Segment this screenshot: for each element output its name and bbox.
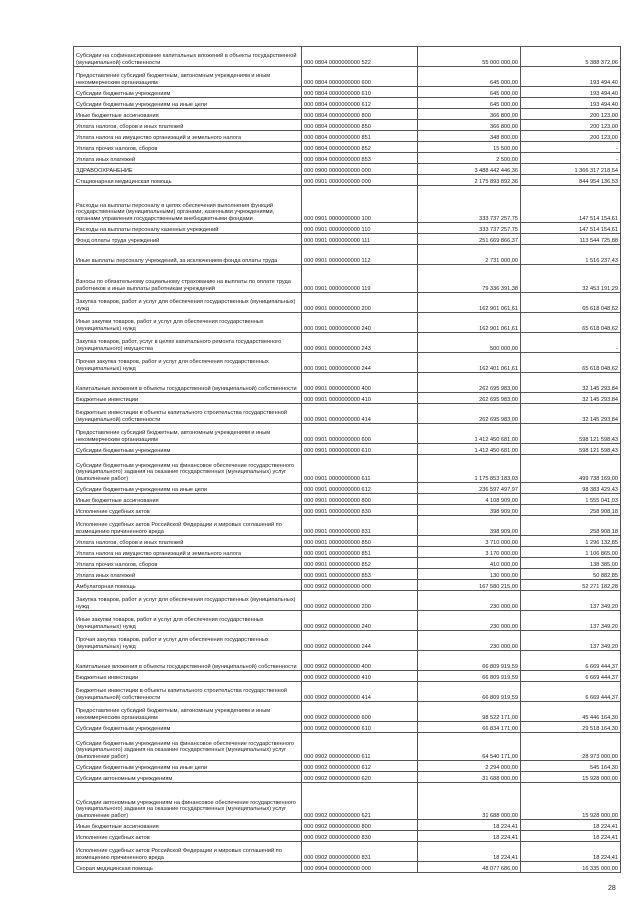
table-row — [74, 651, 621, 671]
row-name-cell: Уплата прочих налогов, сборов — [74, 142, 302, 153]
row-executed-amount-cell: 137 349,20 — [521, 591, 621, 611]
row-approved-amount-cell: 1 175 853 183,03 — [418, 455, 521, 483]
row-code-cell: 000 0804 0000000000 610 — [302, 87, 418, 98]
row-code-cell: 000 0902 0000000000 612 — [302, 761, 418, 772]
row-code-cell: 000 0902 0000000000 831 — [302, 842, 418, 862]
row-approved-amount-cell: 2 500,00 — [418, 153, 521, 164]
table-row — [74, 186, 621, 223]
table-row — [74, 424, 621, 444]
row-code-cell: 000 0901 0000000000 851 — [302, 547, 418, 558]
row-executed-amount-cell: 6 669 444,37 — [521, 682, 621, 702]
row-code-cell: 000 0901 0000000000 852 — [302, 558, 418, 569]
row-executed-amount-cell: 32 145 293,84 — [521, 404, 621, 424]
row-code-cell: 000 0901 0000000000 244 — [302, 353, 418, 373]
row-name-cell: Иные бюджетные ассигнования — [74, 494, 302, 505]
row-executed-amount-cell: 1 296 132,85 — [521, 536, 621, 547]
row-executed-amount-cell: 28 973 000,00 — [521, 733, 621, 761]
row-code-cell: 000 0901 0000000000 243 — [302, 333, 418, 353]
row-executed-amount-cell: - — [521, 142, 621, 153]
row-executed-amount-cell: 499 738 169,00 — [521, 455, 621, 483]
row-approved-amount-cell: 645 000,00 — [418, 87, 521, 98]
row-code-cell: 000 0901 0000000000 110 — [302, 223, 418, 234]
row-code-cell: 000 0804 0000000000 612 — [302, 98, 418, 109]
row-name-cell: Бюджетные инвестиции в объекты капитального строительства государственной (муниципальной) собственности — [74, 404, 302, 424]
row-name-cell: Иные закупки товаров, работ и услуг для обеспечения государственных (муниципальных) нужд — [74, 611, 302, 631]
table-row — [74, 404, 621, 424]
row-executed-amount-cell: 6 669 444,37 — [521, 651, 621, 671]
table-row — [74, 98, 621, 109]
row-executed-amount-cell: 137 349,20 — [521, 631, 621, 651]
row-executed-amount-cell: 32 453 191,29 — [521, 265, 621, 293]
row-code-cell: 000 0902 0000000000 621 — [302, 783, 418, 820]
row-name-cell: Закупка товаров, работ, услуг в целях капитального ремонта государственного (муниципального) имущества — [74, 333, 302, 353]
row-name-cell: Субсидии бюджетным учреждениям на иные цели — [74, 761, 302, 772]
row-executed-amount-cell: 200 123,00 — [521, 120, 621, 131]
row-approved-amount-cell: 66 809 919,59 — [418, 671, 521, 682]
table-row — [74, 164, 621, 175]
row-code-cell: 000 0804 0000000000 852 — [302, 142, 418, 153]
row-executed-amount-cell: 18 224,41 — [521, 831, 621, 842]
row-approved-amount-cell: 162 901 061,61 — [418, 293, 521, 313]
budget-execution-table — [73, 46, 621, 873]
row-executed-amount-cell: 45 446 164,30 — [521, 702, 621, 722]
row-name-cell: Взносы по обязательному социальному страхованию на выплаты по оплате труда работников и иные выплаты работникам учреждений — [74, 265, 302, 293]
row-name-cell: Прочая закупка товаров, работ и услуг для обеспечения государственных (муниципальных) нужд — [74, 631, 302, 651]
row-approved-amount-cell: 262 695 983,00 — [418, 393, 521, 404]
row-executed-amount-cell: 138 385,00 — [521, 558, 621, 569]
row-executed-amount-cell: 147 514 154,61 — [521, 186, 621, 223]
row-executed-amount-cell: 193 494,40 — [521, 98, 621, 109]
row-name-cell: Уплата налога на имущество организаций и земельного налога — [74, 547, 302, 558]
row-name-cell: Бюджетные инвестиции — [74, 671, 302, 682]
table-row — [74, 131, 621, 142]
row-approved-amount-cell: 3 710 000,00 — [418, 536, 521, 547]
row-approved-amount-cell: 410 000,00 — [418, 558, 521, 569]
row-code-cell: 000 0901 0000000000 410 — [302, 393, 418, 404]
row-code-cell: 000 0900 0000000000 000 — [302, 164, 418, 175]
row-executed-amount-cell: 29 518 164,30 — [521, 722, 621, 733]
row-name-cell: Исполнение судебных актов Российской Федерации и мировых соглашений по возмещению причиненного вреда — [74, 516, 302, 536]
table-row — [74, 862, 621, 873]
row-executed-amount-cell: 1 106 865,00 — [521, 547, 621, 558]
row-approved-amount-cell: 31 688 000,00 — [418, 783, 521, 820]
row-approved-amount-cell: 31 688 000,00 — [418, 772, 521, 783]
table-row — [74, 234, 621, 245]
row-executed-amount-cell: 65 618 048,62 — [521, 313, 621, 333]
row-name-cell: Иные выплаты персоналу учреждений, за исключением фонда оплаты труда — [74, 245, 302, 265]
table-row — [74, 87, 621, 98]
row-executed-amount-cell: 193 494,40 — [521, 67, 621, 87]
row-approved-amount-cell: 18 224,41 — [418, 831, 521, 842]
table-row — [74, 772, 621, 783]
row-name-cell: Капитальные вложения в объекты государственной (муниципальной) собственности — [74, 651, 302, 671]
row-executed-amount-cell: 193 494,40 — [521, 87, 621, 98]
row-code-cell: 000 0902 0000000000 620 — [302, 772, 418, 783]
row-approved-amount-cell: 262 695 983,00 — [418, 373, 521, 393]
table-row — [74, 67, 621, 87]
row-code-cell: 000 0901 0000000000 240 — [302, 313, 418, 333]
row-code-cell: 000 0804 0000000000 800 — [302, 109, 418, 120]
row-executed-amount-cell: 137 349,20 — [521, 611, 621, 631]
row-name-cell: Предоставление субсидий бюджетным, автономным учреждениям и иным некоммерческим организациям — [74, 702, 302, 722]
row-code-cell: 000 0902 0000000000 610 — [302, 722, 418, 733]
row-name-cell: Исполнение судебных актов — [74, 831, 302, 842]
row-name-cell: Скорая медицинская помощь — [74, 862, 302, 873]
row-approved-amount-cell: 398 909,00 — [418, 516, 521, 536]
row-approved-amount-cell: 162 901 061,61 — [418, 313, 521, 333]
row-code-cell: 000 0901 0000000000 611 — [302, 455, 418, 483]
row-name-cell: Субсидии автономным учреждениям — [74, 772, 302, 783]
row-name-cell: Уплата налогов, сборов и иных платежей — [74, 120, 302, 131]
row-approved-amount-cell: 398 909,00 — [418, 505, 521, 516]
table-row — [74, 223, 621, 234]
table-row — [74, 494, 621, 505]
row-name-cell: Субсидии бюджетным учреждениям на иные цели — [74, 98, 302, 109]
table-row — [74, 516, 621, 536]
table-row — [74, 722, 621, 733]
row-name-cell: Иные закупки товаров, работ и услуг для обеспечения государственных (муниципальных) нужд — [74, 313, 302, 333]
row-approved-amount-cell: 2 294 000,00 — [418, 761, 521, 772]
budget-table-body — [74, 47, 621, 873]
table-row — [74, 293, 621, 313]
row-code-cell: 000 0902 0000000000 000 — [302, 580, 418, 591]
row-executed-amount-cell: 65 618 048,62 — [521, 293, 621, 313]
table-row — [74, 245, 621, 265]
row-name-cell: Субсидии бюджетным учреждениям — [74, 444, 302, 455]
table-row — [74, 505, 621, 516]
row-code-cell: 000 0902 0000000000 244 — [302, 631, 418, 651]
row-name-cell: Прочая закупка товаров, работ и услуг для обеспечения государственных (муниципальных) нужд — [74, 353, 302, 373]
row-code-cell: 000 0902 0000000000 800 — [302, 820, 418, 831]
row-approved-amount-cell: 645 000,00 — [418, 98, 521, 109]
row-name-cell: Исполнение судебных актов — [74, 505, 302, 516]
row-code-cell: 000 0901 0000000000 610 — [302, 444, 418, 455]
row-approved-amount-cell: 1 412 450 681,00 — [418, 424, 521, 444]
row-approved-amount-cell: 162 401 061,61 — [418, 353, 521, 373]
row-name-cell: Расходы на выплаты персоналу казенных учреждений — [74, 223, 302, 234]
table-row — [74, 820, 621, 831]
row-code-cell: 000 0902 0000000000 410 — [302, 671, 418, 682]
row-executed-amount-cell: 844 954 136,53 — [521, 175, 621, 186]
row-executed-amount-cell: 65 618 048,62 — [521, 353, 621, 373]
row-approved-amount-cell: 98 522 171,00 — [418, 702, 521, 722]
table-row — [74, 444, 621, 455]
row-executed-amount-cell: 6 669 444,37 — [521, 671, 621, 682]
table-row — [74, 175, 621, 186]
row-code-cell: 000 0901 0000000000 200 — [302, 293, 418, 313]
row-executed-amount-cell: 16 335 000,00 — [521, 862, 621, 873]
row-executed-amount-cell: - — [521, 333, 621, 353]
row-approved-amount-cell: 66 834 171,00 — [418, 722, 521, 733]
row-name-cell: Субсидии бюджетным учреждениям — [74, 722, 302, 733]
row-approved-amount-cell: 333 737 257,75 — [418, 186, 521, 223]
table-row — [74, 265, 621, 293]
row-executed-amount-cell: 200 123,00 — [521, 109, 621, 120]
table-row — [74, 631, 621, 651]
table-row — [74, 153, 621, 164]
row-approved-amount-cell: 262 695 983,00 — [418, 404, 521, 424]
row-executed-amount-cell: 15 928 000,00 — [521, 772, 621, 783]
row-code-cell: 000 0804 0000000000 853 — [302, 153, 418, 164]
row-code-cell: 000 0901 0000000000 100 — [302, 186, 418, 223]
table-row — [74, 842, 621, 862]
table-row — [74, 313, 621, 333]
row-approved-amount-cell: 348 800,00 — [418, 131, 521, 142]
row-executed-amount-cell: - — [521, 153, 621, 164]
row-executed-amount-cell: 113 544 725,88 — [521, 234, 621, 245]
row-approved-amount-cell: 55 000 000,00 — [418, 47, 521, 67]
row-name-cell: Субсидии автономным учреждениям на финансовое обеспечение государственного (муниципального) задания на оказание государственных (муниципальных) услуг (выполнение работ) — [74, 783, 302, 820]
row-executed-amount-cell: 50 882,85 — [521, 569, 621, 580]
row-approved-amount-cell: 130 000,00 — [418, 569, 521, 580]
table-row — [74, 761, 621, 772]
row-executed-amount-cell: 15 928 000,00 — [521, 783, 621, 820]
row-name-cell: Бюджетные инвестиции в объекты капитального строительства государственной (муниципальной) собственности — [74, 682, 302, 702]
row-name-cell: Закупка товаров, работ и услуг для обеспечения государственных (муниципальных) нужд — [74, 591, 302, 611]
row-approved-amount-cell: 1 412 450 681,00 — [418, 444, 521, 455]
table-row — [74, 393, 621, 404]
row-code-cell: 000 0901 0000000000 850 — [302, 536, 418, 547]
row-approved-amount-cell: 64 540 171,00 — [418, 733, 521, 761]
row-code-cell: 000 0901 0000000000 119 — [302, 265, 418, 293]
row-executed-amount-cell: 5 388 372,06 — [521, 47, 621, 67]
row-name-cell: Иные бюджетные ассигнования — [74, 109, 302, 120]
row-approved-amount-cell: 230 000,00 — [418, 591, 521, 611]
row-approved-amount-cell: 48 077 686,00 — [418, 862, 521, 873]
row-approved-amount-cell: 333 737 257,75 — [418, 223, 521, 234]
row-code-cell: 000 0901 0000000000 000 — [302, 175, 418, 186]
row-name-cell: Закупка товаров, работ и услуг для обеспечения государственных (муниципальных) нужд — [74, 293, 302, 313]
row-approved-amount-cell: 366 800,00 — [418, 109, 521, 120]
row-approved-amount-cell: 4 108 909,00 — [418, 494, 521, 505]
table-row — [74, 671, 621, 682]
row-code-cell: 000 0901 0000000000 853 — [302, 569, 418, 580]
row-name-cell: Субсидии бюджетным учреждениям на иные цели — [74, 483, 302, 494]
row-name-cell: Исполнение судебных актов Российской Федерации и мировых соглашений по возмещению причиненного вреда — [74, 842, 302, 862]
row-code-cell: 000 0901 0000000000 830 — [302, 505, 418, 516]
row-code-cell: 000 0902 0000000000 830 — [302, 831, 418, 842]
row-executed-amount-cell: 598 121 598,43 — [521, 444, 621, 455]
table-row — [74, 611, 621, 631]
table-row — [74, 733, 621, 761]
row-approved-amount-cell: 2 731 000,00 — [418, 245, 521, 265]
row-code-cell: 000 0902 0000000000 611 — [302, 733, 418, 761]
row-approved-amount-cell: 167 580 215,00 — [418, 580, 521, 591]
row-name-cell: Субсидии бюджетным учреждениям — [74, 87, 302, 98]
row-name-cell: Стационарная медицинская помощь — [74, 175, 302, 186]
table-row — [74, 142, 621, 153]
row-code-cell: 000 0804 0000000000 851 — [302, 131, 418, 142]
row-executed-amount-cell: 1 555 041,03 — [521, 494, 621, 505]
table-row — [74, 682, 621, 702]
table-row — [74, 455, 621, 483]
row-executed-amount-cell: 258 908,18 — [521, 516, 621, 536]
row-approved-amount-cell: 2 175 893 892,36 — [418, 175, 521, 186]
row-executed-amount-cell: 32 145 293,84 — [521, 373, 621, 393]
row-executed-amount-cell: 147 514 154,61 — [521, 223, 621, 234]
table-row — [74, 580, 621, 591]
row-approved-amount-cell: 18 224,41 — [418, 842, 521, 862]
row-executed-amount-cell: 1 516 237,43 — [521, 245, 621, 265]
row-code-cell: 000 0902 0000000000 400 — [302, 651, 418, 671]
row-executed-amount-cell: 200 123,00 — [521, 131, 621, 142]
row-executed-amount-cell: 18 224,41 — [521, 842, 621, 862]
row-code-cell: 000 0902 0000000000 240 — [302, 611, 418, 631]
row-code-cell: 000 0904 0000000000 000 — [302, 862, 418, 873]
row-executed-amount-cell: 598 121 598,43 — [521, 424, 621, 444]
table-row — [74, 120, 621, 131]
row-executed-amount-cell: 32 145 293,84 — [521, 393, 621, 404]
row-code-cell: 000 0902 0000000000 414 — [302, 682, 418, 702]
row-code-cell: 000 0901 0000000000 414 — [302, 404, 418, 424]
table-row — [74, 47, 621, 67]
row-approved-amount-cell: 3 488 442 446,36 — [418, 164, 521, 175]
row-name-cell: Уплата иных платежей — [74, 153, 302, 164]
row-code-cell: 000 0901 0000000000 600 — [302, 424, 418, 444]
row-approved-amount-cell: 236 597 497,97 — [418, 483, 521, 494]
table-row — [74, 536, 621, 547]
row-approved-amount-cell: 66 809 919,59 — [418, 651, 521, 671]
row-name-cell: Предоставление субсидий бюджетным, автономным учреждениям и иным некоммерческим организациям — [74, 67, 302, 87]
row-code-cell: 000 0901 0000000000 800 — [302, 494, 418, 505]
row-executed-amount-cell: 98 383 429,43 — [521, 483, 621, 494]
row-code-cell: 000 0804 0000000000 600 — [302, 67, 418, 87]
row-name-cell: Фонд оплаты труда учреждений — [74, 234, 302, 245]
row-approved-amount-cell: 3 170 000,00 — [418, 547, 521, 558]
table-row — [74, 333, 621, 353]
row-approved-amount-cell: 79 336 391,38 — [418, 265, 521, 293]
row-approved-amount-cell: 15 500,00 — [418, 142, 521, 153]
row-code-cell: 000 0804 0000000000 522 — [302, 47, 418, 67]
row-code-cell: 000 0804 0000000000 850 — [302, 120, 418, 131]
row-approved-amount-cell: 366 800,00 — [418, 120, 521, 131]
row-approved-amount-cell: 251 669 866,37 — [418, 234, 521, 245]
table-row — [74, 547, 621, 558]
row-executed-amount-cell: 1 366 317 218,54 — [521, 164, 621, 175]
row-name-cell: Уплата иных платежей — [74, 569, 302, 580]
row-name-cell: Субсидии на софинансирование капитальных вложений в объекты государственной (муниципальной) собственности — [74, 47, 302, 67]
row-name-cell: Уплата налогов, сборов и иных платежей — [74, 536, 302, 547]
table-row — [74, 702, 621, 722]
row-name-cell: Иные бюджетные ассигнования — [74, 820, 302, 831]
table-row — [74, 558, 621, 569]
row-approved-amount-cell: 66 809 919,59 — [418, 682, 521, 702]
table-row — [74, 591, 621, 611]
table-row — [74, 831, 621, 842]
row-code-cell: 000 0902 0000000000 200 — [302, 591, 418, 611]
row-approved-amount-cell: 645 000,00 — [418, 67, 521, 87]
row-name-cell: Субсидии бюджетным учреждениям на финансовое обеспечение государственного (муниципального) задания на оказание государственных (муниципальных) услуг (выполнение работ) — [74, 455, 302, 483]
table-row — [74, 783, 621, 820]
row-approved-amount-cell: 500 000,00 — [418, 333, 521, 353]
row-name-cell: Предоставление субсидий бюджетным, автономным учреждениям и иным некоммерческим организациям — [74, 424, 302, 444]
row-name-cell: Уплата прочих налогов, сборов — [74, 558, 302, 569]
row-executed-amount-cell: 258 908,18 — [521, 505, 621, 516]
row-name-cell: Уплата налога на имущество организаций и земельного налога — [74, 131, 302, 142]
row-executed-amount-cell: 18 224,41 — [521, 820, 621, 831]
row-code-cell: 000 0901 0000000000 400 — [302, 373, 418, 393]
row-name-cell: Капитальные вложения в объекты государственной (муниципальной) собственности — [74, 373, 302, 393]
row-name-cell: Расходы на выплаты персоналу в целях обеспечения выполнения функций государственными (муниципальными) органами, казенными учреждениями, органами управления государственными внебюджетными фондами — [74, 186, 302, 223]
row-name-cell: Амбулаторная помощь — [74, 580, 302, 591]
row-name-cell: Субсидии бюджетным учреждениям на финансовое обеспечение государственного (муниципального) задания на оказание государственных (муниципальных) услуг (выполнение работ) — [74, 733, 302, 761]
page-number: 28 — [608, 885, 616, 892]
row-name-cell: Бюджетные инвестиции — [74, 393, 302, 404]
row-executed-amount-cell: 52 271 182,28 — [521, 580, 621, 591]
row-code-cell: 000 0902 0000000000 600 — [302, 702, 418, 722]
row-code-cell: 000 0901 0000000000 112 — [302, 245, 418, 265]
row-code-cell: 000 0901 0000000000 111 — [302, 234, 418, 245]
row-code-cell: 000 0901 0000000000 831 — [302, 516, 418, 536]
table-row — [74, 569, 621, 580]
row-approved-amount-cell: 230 000,00 — [418, 631, 521, 651]
table-row — [74, 109, 621, 120]
row-code-cell: 000 0901 0000000000 612 — [302, 483, 418, 494]
table-row — [74, 353, 621, 373]
table-row — [74, 373, 621, 393]
row-name-cell: ЗДРАВООХРАНЕНИЕ — [74, 164, 302, 175]
table-row — [74, 483, 621, 494]
row-executed-amount-cell: 545 164,30 — [521, 761, 621, 772]
row-approved-amount-cell: 18 224,41 — [418, 820, 521, 831]
row-approved-amount-cell: 230 000,00 — [418, 611, 521, 631]
